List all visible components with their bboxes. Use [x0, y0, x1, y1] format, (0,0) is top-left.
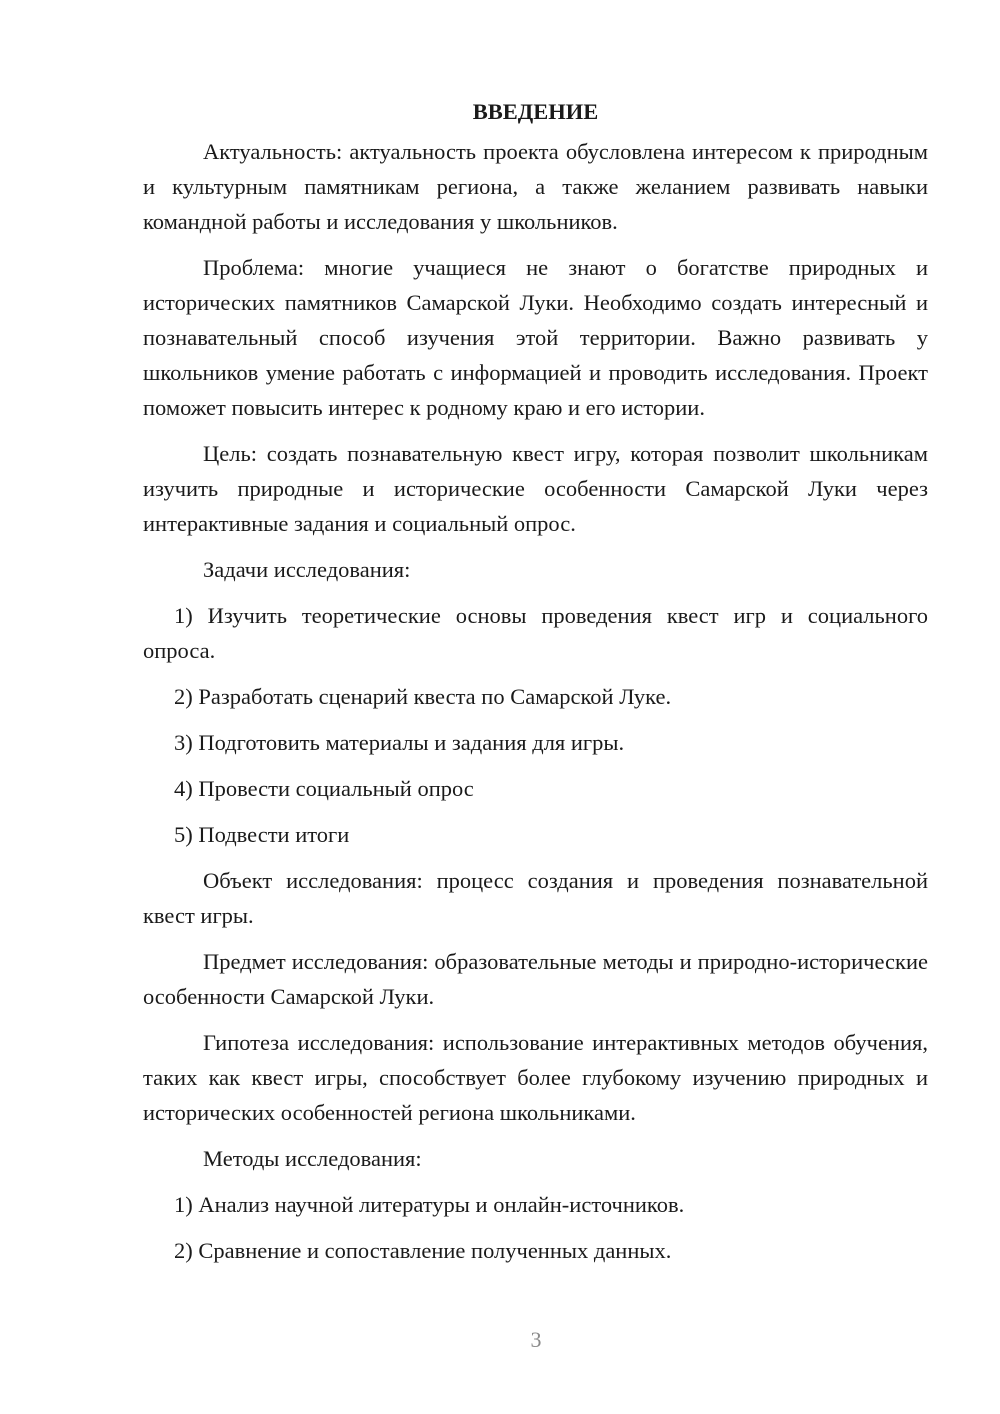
task-item-5: 5) Подвести итоги: [174, 822, 350, 847]
task-item-3: 3) Подготовить материалы и задания для игры.: [174, 730, 625, 755]
task-item-1: 1) Изучить теоретические основы проведения квест игр и социального опроса.: [143, 603, 928, 663]
page-body: [143, 94, 928, 1268]
relevance-paragraph: Актуальность: актуальность проекта обусловлена интересом к природным и культурным памятникам региона, а также желанием развивать навыки командной работы и исследования у школьников.: [143, 139, 928, 234]
task-item-2: 2) Разработать сценарий квеста по Самарской Луке.: [174, 684, 672, 709]
hypothesis-paragraph: Гипотеза исследования: использование интерактивных методов обучения, таких как квест игры, способствует более глубокому изучению природных и исторических особенностей региона школьниками.: [143, 1030, 928, 1125]
method-item-2: 2) Сравнение и сопоставление полученных данных.: [174, 1238, 672, 1263]
object-paragraph: Объект исследования: процесс создания и проведения познавательной квест игры.: [143, 868, 928, 928]
methods-heading: Методы исследования:: [203, 1146, 422, 1171]
problem-paragraph: Проблема: многие учащиеся не знают о богатстве природных и исторических памятников Самарской Луки. Необходимо создать интересный и познавательный способ изучения этой территории. Важно развивать у школьников умение работать с информацией и проводить исследования. Проект поможет повысить интерес к родному краю и его истории.: [143, 255, 928, 420]
subject-paragraph: Предмет исследования: образовательные методы и природно-исторические особенности Самарской Луки.: [143, 949, 928, 1009]
task-item-4: 4) Провести социальный опрос: [174, 776, 474, 801]
tasks-heading: Задачи исследования:: [203, 557, 411, 582]
page-number: 3: [530, 1327, 542, 1352]
goal-paragraph: Цель: создать познавательную квест игру, которая позволит школьникам изучить природные и исторические особенности Самарской Луки через интерактивные задания и социальный опрос.: [143, 441, 928, 536]
method-item-1: 1) Анализ научной литературы и онлайн-источников.: [174, 1192, 685, 1217]
section-title: ВВЕДЕНИЕ: [472, 99, 599, 124]
